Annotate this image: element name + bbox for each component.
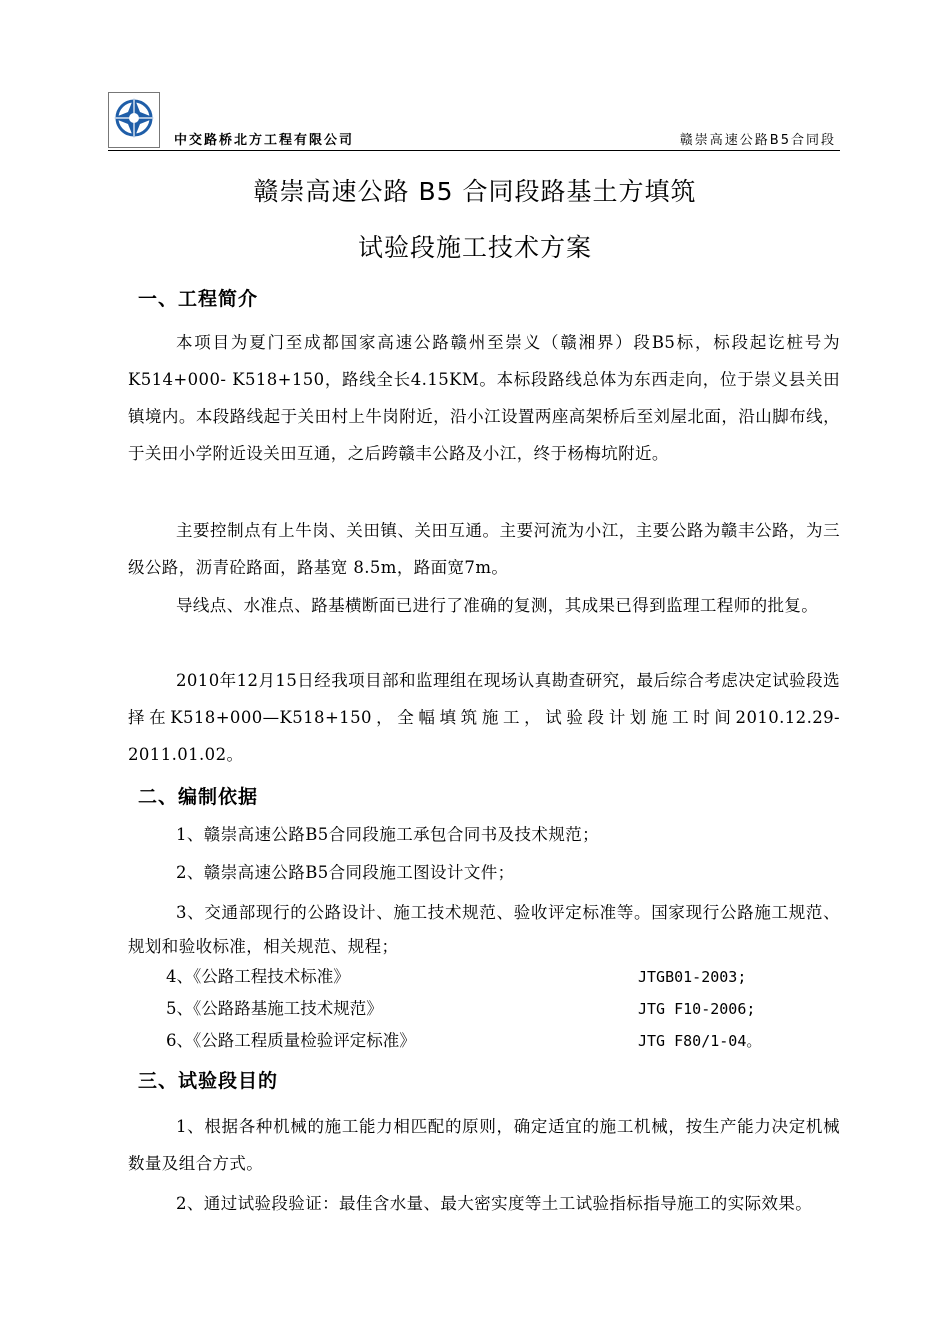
document-title-line1: 赣崇高速公路 B5 合同段路基土方填筑 bbox=[253, 177, 697, 206]
overview-paragraph-4: 2010年12月15日经我项目部和监理组在现场认真勘查研究，最后综合考虑决定试验段选择在K518+000—K518+150，全幅填筑施工，试验段计划施工时间2010.12.29-2011.01.02。 bbox=[128, 671, 840, 764]
section-heading-basis: 二、编制依据 bbox=[138, 786, 259, 808]
document-title-line2: 试验段施工技术方案 bbox=[357, 233, 592, 262]
basis-item-1: 1、赣崇高速公路B5合同段施工承包合同书及技术规范； bbox=[176, 825, 600, 844]
reference-code: JTGB01-2003; bbox=[638, 968, 747, 986]
reference-title: 6、《公路工程质量检验评定标准》 bbox=[166, 1031, 416, 1050]
overview-paragraph-1: 本项目为夏门至成都国家高速公路赣州至崇义（赣湘界）段B5标，标段起讫桩号为K514+000- K518+150，路线全长4.15KM。本标段路线总体为东西走向，位于崇义县关田镇境内。本段路线起于关田村上牛岗附近，沿小江设置两座高架桥后至刘屋北面，沿山脚布线，于关田小学附近设关田互通，之后跨赣丰公路及小江，终于杨梅坑附近。 bbox=[128, 333, 840, 463]
overview-paragraph-3: 导线点、水准点、路基横断面已进行了准确的复测，其成果已得到监理工程师的批复。 bbox=[176, 596, 819, 615]
reference-title: 5、《公路路基施工技术规范》 bbox=[166, 999, 383, 1018]
purpose-paragraph-2: 2、通过试验段验证：最佳含水量、最大密实度等土工试验指标指导施工的实际效果。 bbox=[176, 1194, 813, 1213]
reference-code: JTG F80/1-04。 bbox=[638, 1032, 762, 1050]
purpose-paragraph-1: 1、根据各种机械的施工能力相匹配的原则，确定适宜的施工机械，按生产能力决定机械数量及组合方式。 bbox=[128, 1117, 840, 1173]
basis-item-3: 3、交通部现行的公路设计、施工技术规范、验收评定标准等。国家现行公路施工规范、规划和验收标准，相关规范、规程； bbox=[128, 903, 840, 956]
project-name: 赣崇高速公路B5合同段 bbox=[679, 133, 836, 148]
section-heading-overview: 一、工程简介 bbox=[138, 288, 259, 310]
section-heading-purpose: 三、试验段目的 bbox=[138, 1070, 279, 1092]
reference-code: JTG F10-2006; bbox=[638, 1000, 756, 1018]
reference-row bbox=[128, 994, 840, 1024]
reference-title: 4、《公路工程技术标准》 bbox=[166, 967, 350, 986]
reference-row bbox=[128, 962, 840, 992]
basis-item-2: 2、赣崇高速公路B5合同段施工图设计文件； bbox=[176, 863, 515, 882]
reference-row bbox=[128, 1026, 840, 1056]
overview-paragraph-2: 主要控制点有上牛岗、关田镇、关田互通。主要河流为小江，主要公路为赣丰公路，为三级公路，沥青砼路面，路基宽 8.5m，路面宽7m。 bbox=[128, 521, 840, 577]
page-header bbox=[108, 92, 840, 151]
company-name: 中交路桥北方工程有限公司 bbox=[174, 133, 355, 148]
company-logo-icon bbox=[108, 92, 160, 148]
